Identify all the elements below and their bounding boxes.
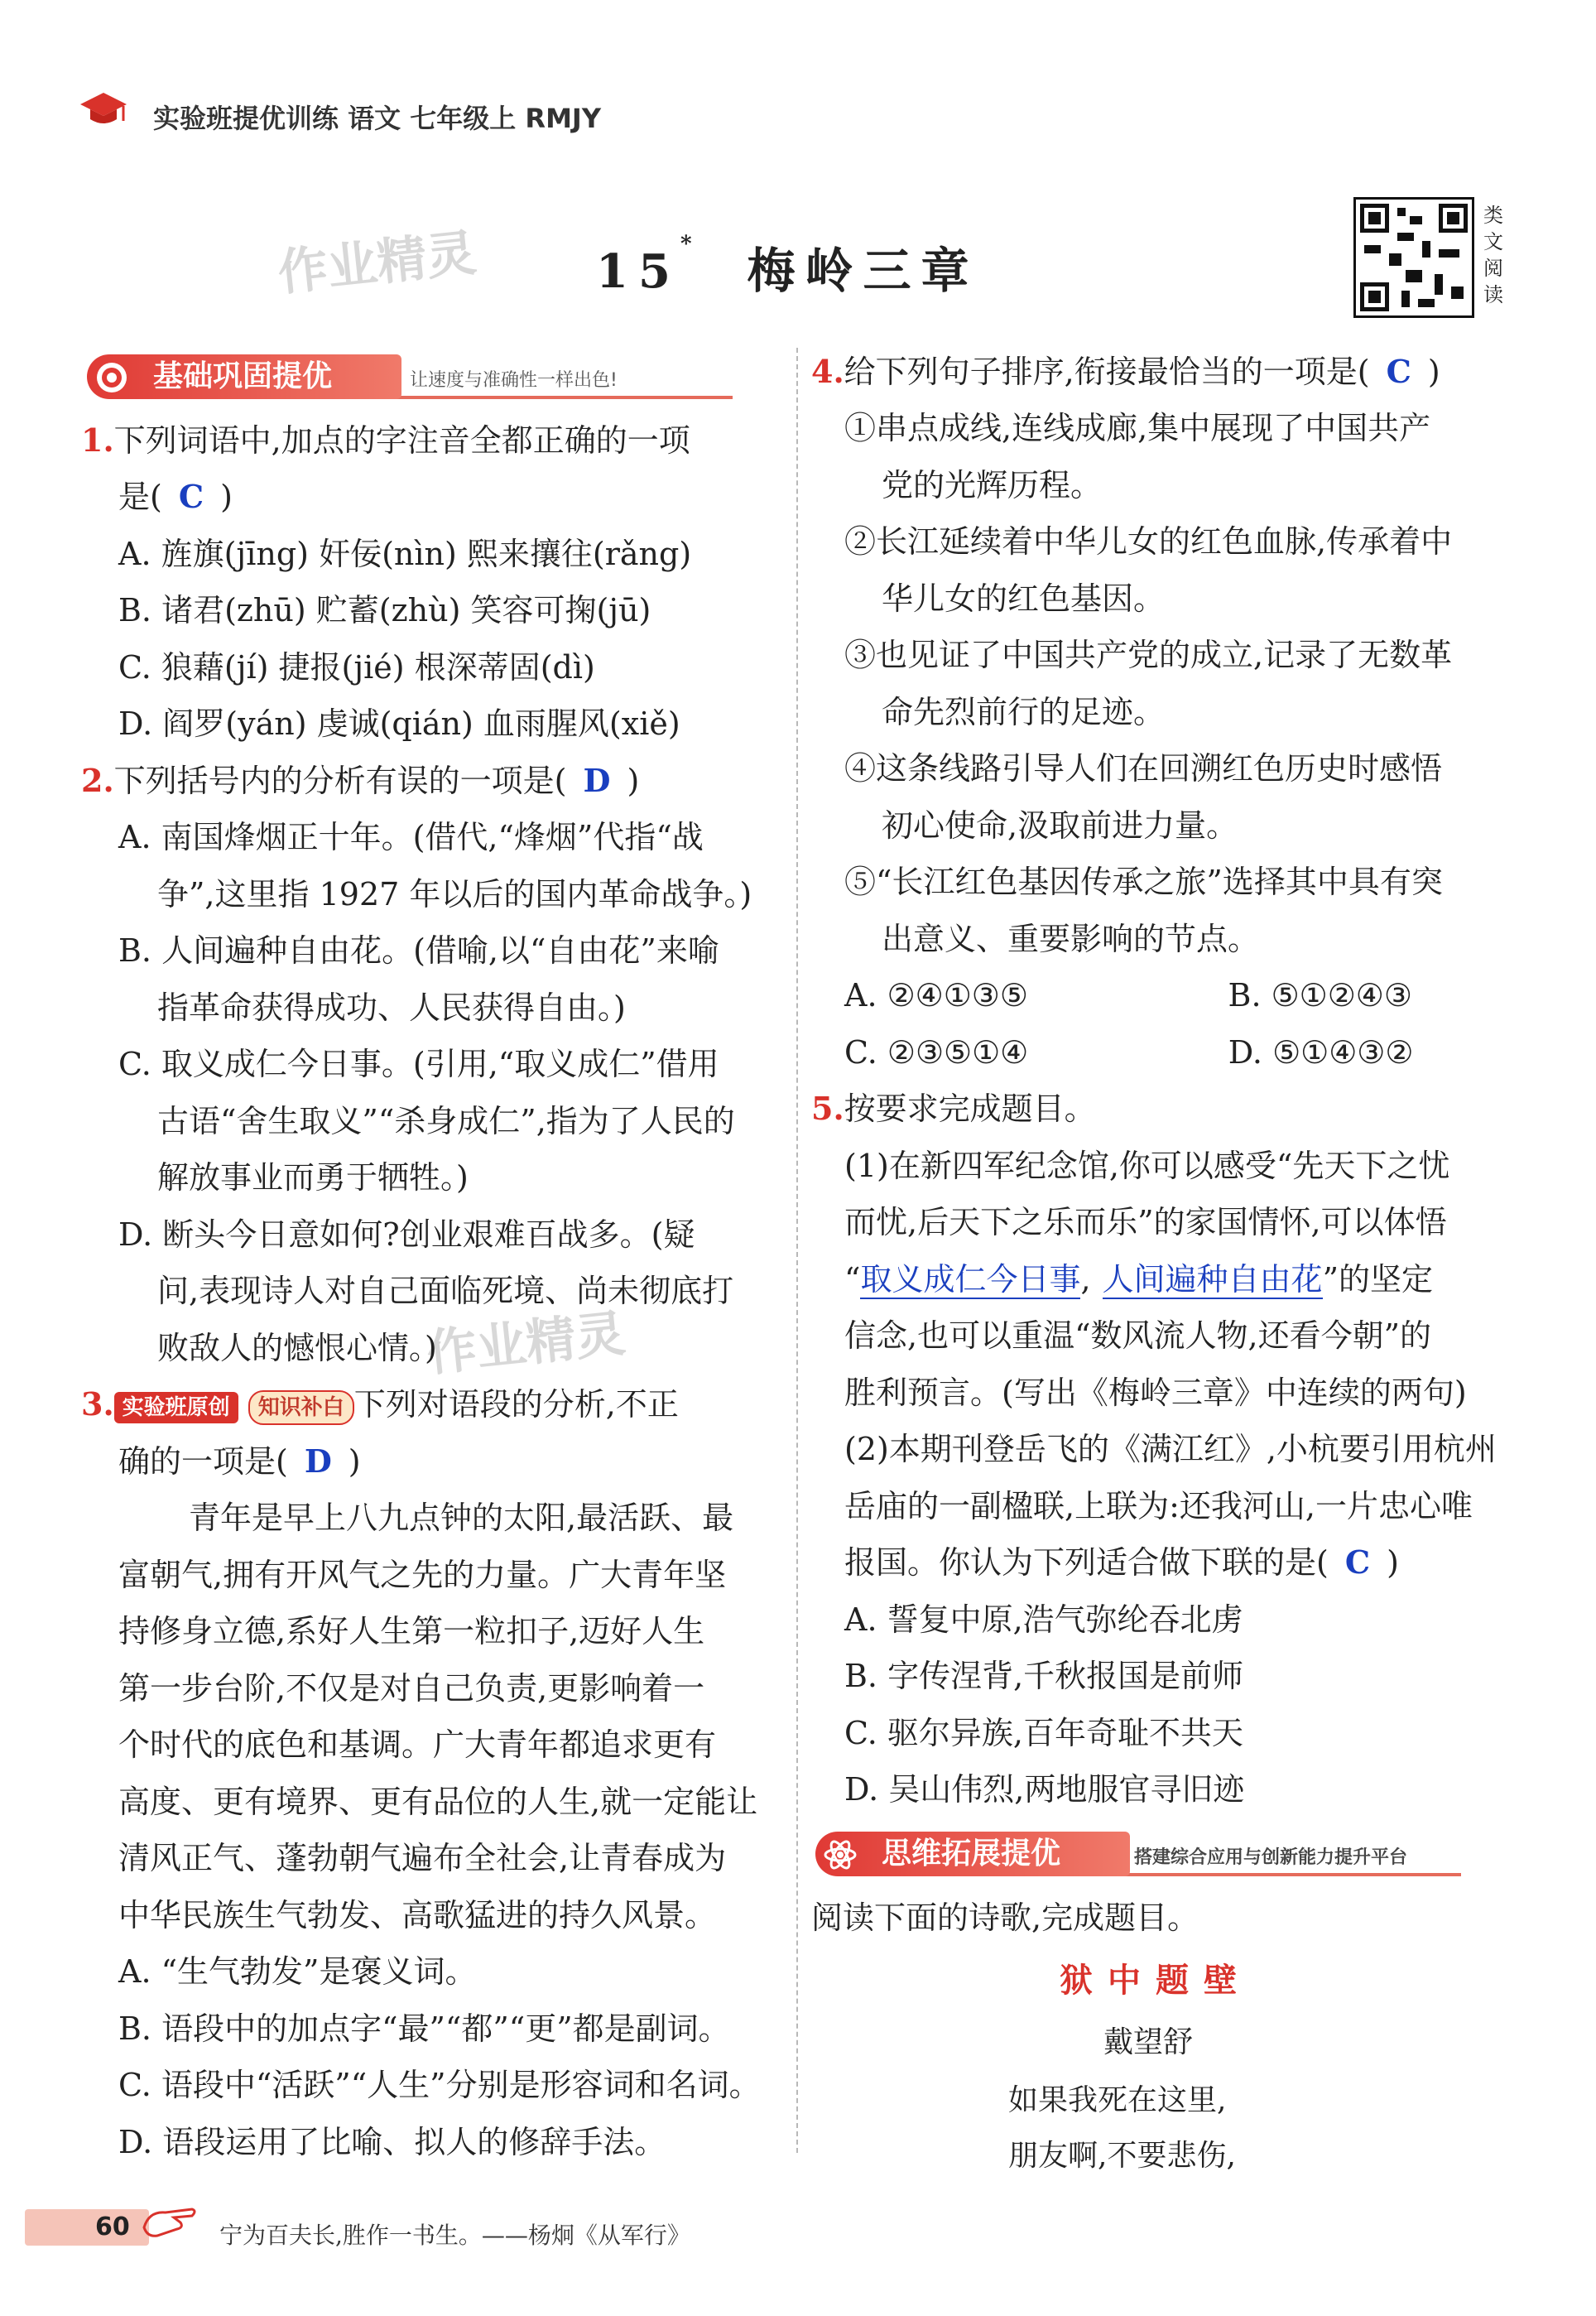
poem-title: 狱中题壁	[1060, 1961, 1252, 2000]
section-banner-extend	[815, 1832, 1461, 1876]
text-line: 岳庙的一副楹联,上联为:还我河山,一片忠心唯	[844, 1488, 1473, 1524]
qr-code[interactable]	[1353, 197, 1474, 318]
sentence-line: ④这条线路引导人们在回溯红色历史时感悟	[844, 750, 1443, 787]
page-number: 60	[95, 2212, 130, 2241]
answer-blank[interactable]: 人间遍种自由花	[1102, 1261, 1323, 1298]
section-title: 思维拓展提优	[882, 1837, 1061, 1871]
poem-line: 朋友啊,不要悲伤,	[1008, 2139, 1236, 2173]
pointing-hand-icon	[141, 2194, 199, 2244]
passage-line: 中华民族生气勃发、高歌猛进的持久风景。	[118, 1897, 717, 1933]
text-line: 而忧,后天下之乐而乐”的家国情怀,可以体悟	[844, 1204, 1447, 1240]
section-banner-basic	[87, 354, 733, 399]
option-line: C. ②③⑤①④ D. ⑤①④③②	[844, 1034, 1414, 1071]
passage-line: 清风正气、蓬勃朝气遍布全社会,让青春成为	[118, 1840, 727, 1876]
option-line: A. “生气勃发”是褒义词。	[118, 1953, 477, 1990]
sentence-line: ①串点成线,连线成廊,集中展现了中国共产	[844, 410, 1431, 446]
target-icon	[94, 359, 130, 396]
option-line: C. 取义成仁今日事。(引用,“取义成仁”借用	[118, 1046, 719, 1082]
option-line: D. 阎罗(yán) 虔诚(qián) 血雨腥风(xiě)	[118, 705, 680, 742]
lesson-number: 15	[596, 244, 680, 299]
option-line: A. ②④①③⑤ B. ⑤①②④③	[844, 977, 1412, 1014]
option-line: C. 语段中“活跃”“人生”分别是形容词和名词。	[118, 2067, 761, 2103]
poem-author: 戴望舒	[1103, 2025, 1194, 2059]
sentence-line: 命先烈前行的足迹。	[882, 694, 1166, 730]
sentence-line: 初心使命,汲取前进力量。	[882, 807, 1238, 844]
section-title: 基础巩固提优	[153, 359, 333, 393]
sentence-line: ②长江延续着中华儿女的红色血脉,传承着中	[844, 523, 1453, 560]
option-line: 古语“舍生取义”“杀身成仁”,指为了人民的	[157, 1103, 735, 1139]
watermark: 作业精灵	[275, 224, 479, 303]
option-line: 问,表现诗人对自己面临死境、尚未彻底打	[157, 1273, 734, 1309]
option-line: D. 断头今日意如何?创业艰难百战多。(疑	[118, 1216, 695, 1253]
passage-line: 第一步台阶,不仅是对自己负责,更影响着一	[118, 1670, 705, 1707]
passage-line: 青年是早上八九点钟的太阳,最活跃、最	[189, 1500, 734, 1536]
sentence-line: ③也见证了中国共产党的成立,记录了无数革	[844, 637, 1453, 673]
option-line: B. 诸君(zhū) 贮蓄(zhù) 笑容可掬(jū)	[118, 592, 651, 628]
graduation-cap-icon	[79, 89, 128, 131]
option-line: A. 南国烽烟正十年。(借代,“烽烟”代指“战	[118, 819, 704, 855]
option-line: B. 字传涅背,千秋报国是前师	[844, 1658, 1244, 1694]
passage-line: 个时代的底色和基调。广大青年都追求更有	[118, 1726, 717, 1763]
tag-original: 实验班原创	[114, 1392, 238, 1423]
section-subtitle: 让速度与准确性一样出色!	[410, 370, 618, 391]
passage-line: 富朝气,拥有开风气之先的力量。广大青年坚	[118, 1557, 727, 1593]
qr-label: 类 文 阅 读	[1483, 204, 1503, 306]
option-line: B. 语段中的加点字“最”“都”“更”都是副词。	[118, 2010, 730, 2047]
reading-intro: 阅读下面的诗歌,完成题目。	[811, 1900, 1199, 1936]
option-line: 解放事业而勇于牺牲。)	[157, 1159, 469, 1196]
option-line: D. 语段运用了比喻、拟人的修辞手法。	[118, 2124, 666, 2160]
answer-blank[interactable]: 取义成仁今日事	[860, 1261, 1081, 1298]
lesson-name: 梅岭三章	[747, 243, 979, 299]
option-line: B. 人间遍种自由花。(借喻,以“自由花”来喻	[118, 932, 719, 969]
text-line: (1)在新四军纪念馆,你可以感受“先天下之忧	[844, 1148, 1450, 1184]
footer-quote: 宁为百夫长,胜作一书生。——杨炯《从军行》	[219, 2222, 690, 2249]
option-line: D. 吴山伟烈,两地服官寻旧迹	[844, 1771, 1245, 1808]
sentence-line: ⑤“长江红色基因传承之旅”选择其中具有突	[844, 864, 1443, 900]
text-line: 胜利预言。(写出《梅岭三章》中连续的两句)	[844, 1375, 1467, 1411]
column-divider	[796, 348, 800, 2153]
tag-knowledge: 知识补白	[248, 1390, 354, 1425]
option-line: C. 驱尔异族,百年奇耻不共天	[844, 1715, 1243, 1751]
option-line: 争”,这里指 1927 年以后的国内革命战争。)	[157, 876, 752, 912]
lesson-title	[596, 232, 979, 301]
passage-line: 高度、更有境界、更有品位的人生,就一定能让	[118, 1784, 758, 1820]
option-line: C. 狼藉(jí) 捷报(jié) 根深蒂固(dì)	[118, 649, 595, 686]
option-line: 败敌人的憾恨心情。)	[157, 1330, 437, 1366]
passage-line: 持修身立德,系好人生第一粒扣子,迈好人生	[118, 1613, 705, 1649]
sentence-line: 华儿女的红色基因。	[882, 580, 1166, 617]
poem-line: 如果我死在这里,	[1008, 2083, 1227, 2117]
sentence-line: 出意义、重要影响的节点。	[882, 921, 1260, 957]
text-line: 信念,也可以重温“数风流人物,还看今朝”的	[844, 1317, 1432, 1354]
text-line: (2)本期刊登岳飞的《满江红》,小杭要引用杭州	[844, 1431, 1497, 1467]
page-number-box	[25, 2209, 149, 2246]
sentence-line: 党的光辉历程。	[882, 467, 1103, 503]
option-line: A. 誓复中原,浩气弥纶吞北虏	[844, 1601, 1243, 1638]
option-line: 指革命获得成功、人民获得自由。)	[157, 989, 626, 1026]
option-line: A. 旌旗(jīng) 奸佞(nìn) 熙来攘往(rǎng)	[118, 536, 692, 572]
watermark: 作业精灵	[424, 1304, 628, 1384]
section-subtitle: 搭建综合应用与创新能力提升平台	[1134, 1847, 1408, 1868]
atom-icon	[822, 1837, 858, 1873]
lesson-star: *	[680, 232, 702, 257]
header-title: 实验班提优训练 语文 七年级上 RMJY	[153, 103, 601, 134]
